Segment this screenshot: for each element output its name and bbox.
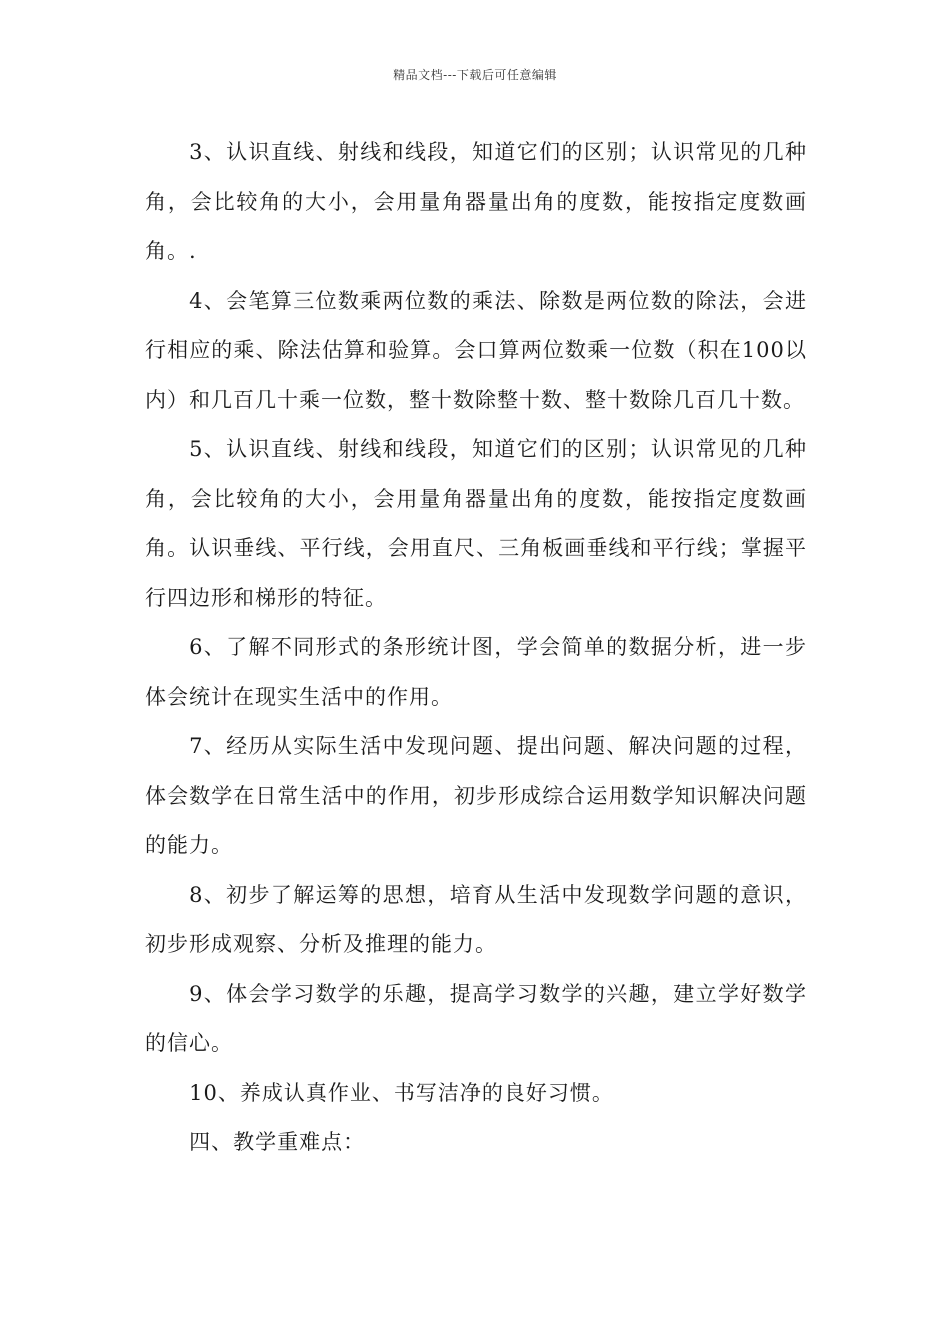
document-body — [145, 128, 807, 1168]
paragraph-item-6: 6、了解不同形式的条形统计图，学会简单的数据分析，进一步体会统计在现实生活中的作用。 — [145, 635, 807, 709]
paragraph-item-4: 4、会笔算三位数乘两位数的乘法、除数是两位数的除法，会进行相应的乘、除法估算和验算。会口算两位数乘一位数（积在100以内）和几百几十乘一位数，整十数除整十数、整十数除几百几十数。 — [145, 288, 807, 412]
paragraph-item-9: 9、体会学习数学的乐趣，提高学习数学的兴趣，建立学好数学的信心。 — [145, 981, 807, 1055]
page-header: 精品文档---下载后可任意编辑 — [393, 68, 557, 82]
paragraph-item-8: 8、初步了解运筹的思想，培育从生活中发现数学问题的意识，初步形成观察、分析及推理的能力。 — [145, 882, 807, 956]
section-heading: 四、教学重难点： — [189, 1130, 366, 1154]
paragraph-item-5: 5、认识直线、射线和线段，知道它们的区别；认识常见的几种角，会比较角的大小，会用量角器量出角的度数，能按指定度数画角。认识垂线、平行线，会用直尺、三角板画垂线和平行线；掌握平行四边形和梯形的特征。 — [145, 437, 807, 610]
paragraph-item-3: 3、认识直线、射线和线段，知道它们的区别；认识常见的几种角，会比较角的大小，会用量角器量出角的度数，能按指定度数画角。. — [145, 140, 807, 263]
paragraph-item-10: 10、养成认真作业、书写洁净的良好习惯。 — [189, 1080, 614, 1105]
paragraph-item-7: 7、经历从实际生活中发现问题、提出问题、解决问题的过程，体会数学在日常生活中的作用，初步形成综合运用数学知识解决问题的能力。 — [145, 734, 807, 857]
